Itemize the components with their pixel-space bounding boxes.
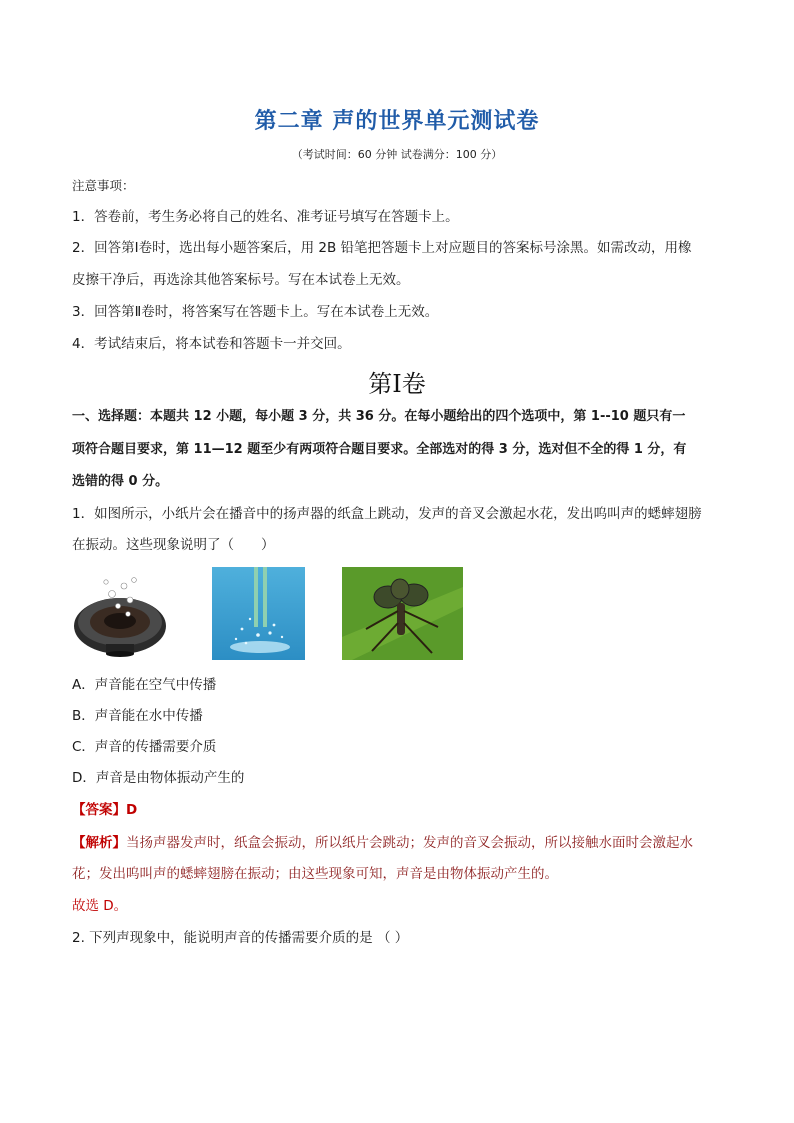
note-item-2-line-1: 2．回答第Ⅰ卷时，选出每小题答案后，用 2B 铅笔把答题卡上对应题目的答案标号涂黑。如需改动，用橡 xyxy=(72,240,692,256)
tuning-fork-water-image xyxy=(212,567,305,660)
answer-tag: 【答案】 xyxy=(72,802,126,818)
analysis-tag: 【解析】 xyxy=(72,835,126,851)
section-instructions-line-1: 一、选择题：本题共 12 小题，每小题 3 分，共 36 分。在每小题给出的四个选项中，第 1--10 题只有一 xyxy=(72,409,686,424)
exam-info: （考试时间：60 分钟 试卷满分：100 分） xyxy=(291,148,503,161)
question-1-stem-line-2: 在振动。这些现象说明了（ ） xyxy=(72,537,275,553)
conclusion-line: 故选 D。 xyxy=(72,898,128,914)
option-b: B．声音能在水中传播 xyxy=(72,708,203,724)
option-a: A．声音能在空气中传播 xyxy=(72,677,217,693)
question-1-stem-line-1: 1．如图所示，小纸片会在播音中的扬声器的纸盒上跳动，发声的音叉会激起水花，发出呜叫声的蟋蟀翅膀 xyxy=(72,506,702,522)
answer-line xyxy=(72,800,732,820)
note-item-1: 1．答卷前，考生务必将自己的姓名、准考证号填写在答题卡上。 xyxy=(72,209,459,225)
option-d: D．声音是由物体振动产生的 xyxy=(72,770,245,786)
question-2-stem: 2. 下列声现象中，能说明声音的传播需要介质的是 （ ） xyxy=(72,930,409,946)
note-item-2-line-2: 皮擦干净后，再选涂其他答案标号。写在本试卷上无效。 xyxy=(72,272,410,288)
section-instructions-line-2: 项符合题目要求，第 11—12 题至少有两项符合题目要求。全部选对的得 3 分，选对但不全的得 1 分，有 xyxy=(72,442,687,457)
note-item-4: 4．考试结束后，将本试卷和答题卡一并交回。 xyxy=(72,336,351,352)
volume-heading: 第Ⅰ卷 xyxy=(368,370,426,398)
speaker-image xyxy=(72,574,168,658)
notes-heading: 注意事项： xyxy=(72,178,135,193)
cricket-image xyxy=(342,567,463,660)
analysis-line-2: 花；发出呜叫声的蟋蟀翅膀在振动；由这些现象可知，声音是由物体振动产生的。 xyxy=(72,866,558,882)
option-c: C．声音的传播需要介质 xyxy=(72,739,217,755)
analysis-line-1 xyxy=(72,833,732,853)
page-title: 第二章 声的世界单元测试卷 xyxy=(254,109,540,134)
note-item-3: 3．回答第Ⅱ卷时，将答案写在答题卡上。写在本试卷上无效。 xyxy=(72,304,439,320)
answer-value: D xyxy=(126,802,138,818)
section-instructions-line-3: 选错的得 0 分。 xyxy=(72,474,169,489)
analysis-text-1: 当扬声器发声时，纸盒会振动，所以纸片会跳动；发声的音叉会振动，所以接触水面时会激起水 xyxy=(126,835,693,851)
